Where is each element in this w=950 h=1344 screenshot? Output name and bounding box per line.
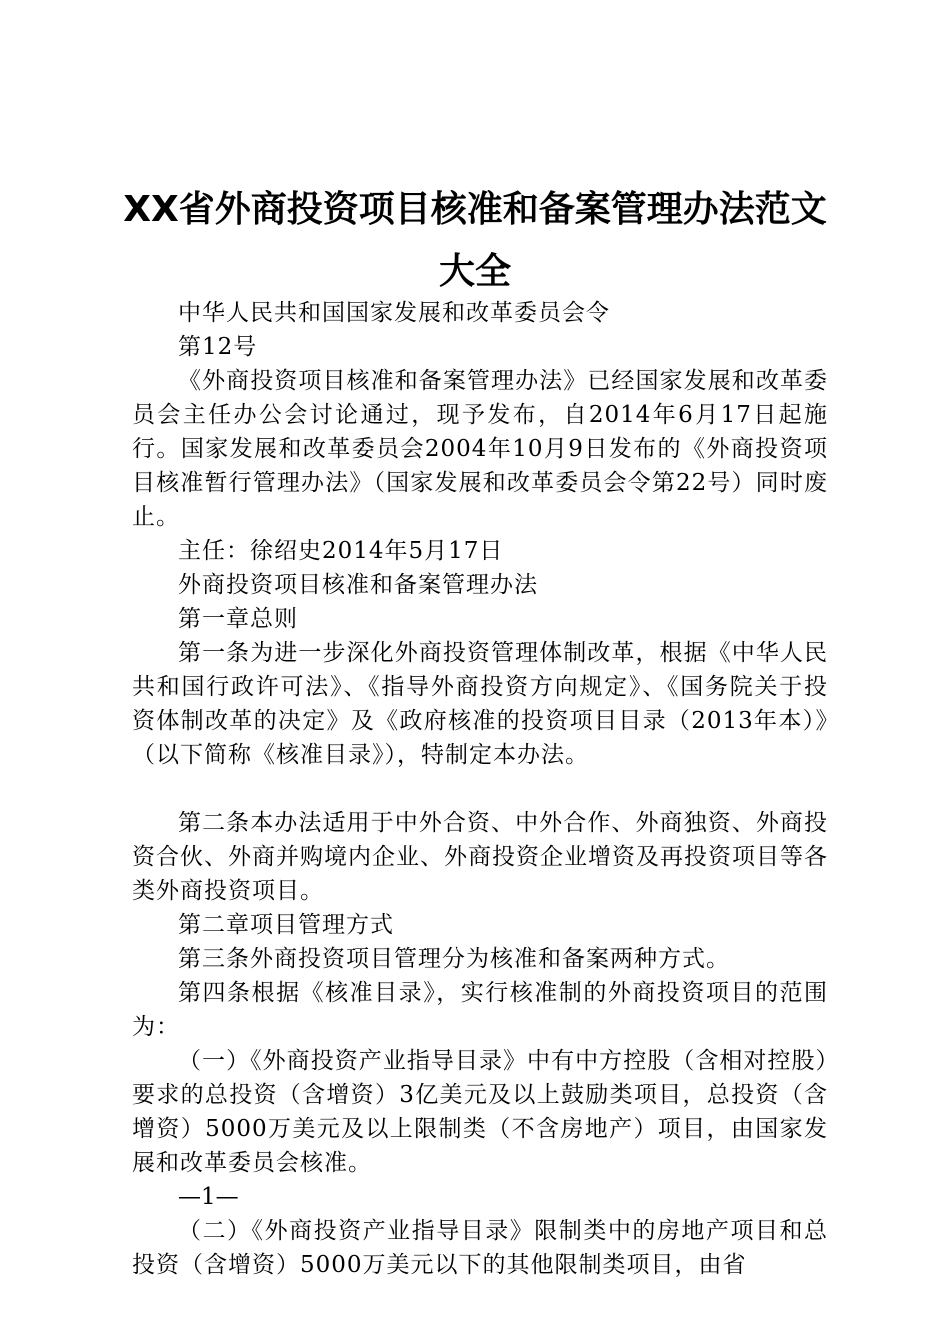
document-title-line-2: 大全 [438,251,511,292]
regulation-title: 外商投资项目核准和备案管理办法 [178,572,538,598]
document-body [132,296,828,1282]
article-1: 第一条为进一步深化外商投资管理体制改革，根据《中华人民共和国行政许可法》、《指导外商投资方向规定》、《国务院关于投资体制改革的决定》及《政府核准的投资项目目录（2013年本）》（以下简称《核准目录》），特制定本办法。 [132,640,828,768]
signature-line: 主任：徐绍史2014年5月17日 [178,538,504,564]
article-4-item-1: （一）《外商投资产业指导目录》中有中方控股（含相对控股）要求的总投资（含增资）3亿美元及以上鼓励类项目，总投资（含增资）5000万美元及以上限制类（不含房地产）项目，由国家发展和改革委员会核准。 [132,1048,828,1176]
blank-line [132,772,828,806]
article-4: 第四条根据《核准目录》，实行核准制的外商投资项目的范围为： [132,980,828,1040]
article-3: 第三条外商投资项目管理分为核准和备案两种方式。 [178,946,730,972]
article-4-item-2: （二）《外商投资产业指导目录》限制类中的房地产项目和总投资（含增资）5000万美元以下的其他限制类项目，由省 [132,1218,828,1278]
promulgation-paragraph: 《外商投资项目核准和备案管理办法》已经国家发展和改革委员会主任办公会讨论通过，现予发布，自2014年6月17日起施行。国家发展和改革委员会2004年10月9日发布的《外商投资项目核准暂行管理办法》（国家发展和改革委员会令第22号）同时废止。 [132,368,828,530]
page-number: —1— [178,1184,239,1210]
chapter-1-heading: 第一章总则 [178,606,298,632]
article-2: 第二条本办法适用于中外合资、中外合作、外商独资、外商投资合伙、外商并购境内企业、外商投资企业增资及再投资项目等各类外商投资项目。 [132,810,828,904]
chapter-2-heading: 第二章项目管理方式 [178,912,394,938]
order-number: 第12号 [178,334,258,360]
document-title-line-1: XX省外商投资项目核准和备案管理办法范文 [123,189,827,230]
issuer-line: 中华人民共和国国家发展和改革委员会令 [178,300,610,326]
